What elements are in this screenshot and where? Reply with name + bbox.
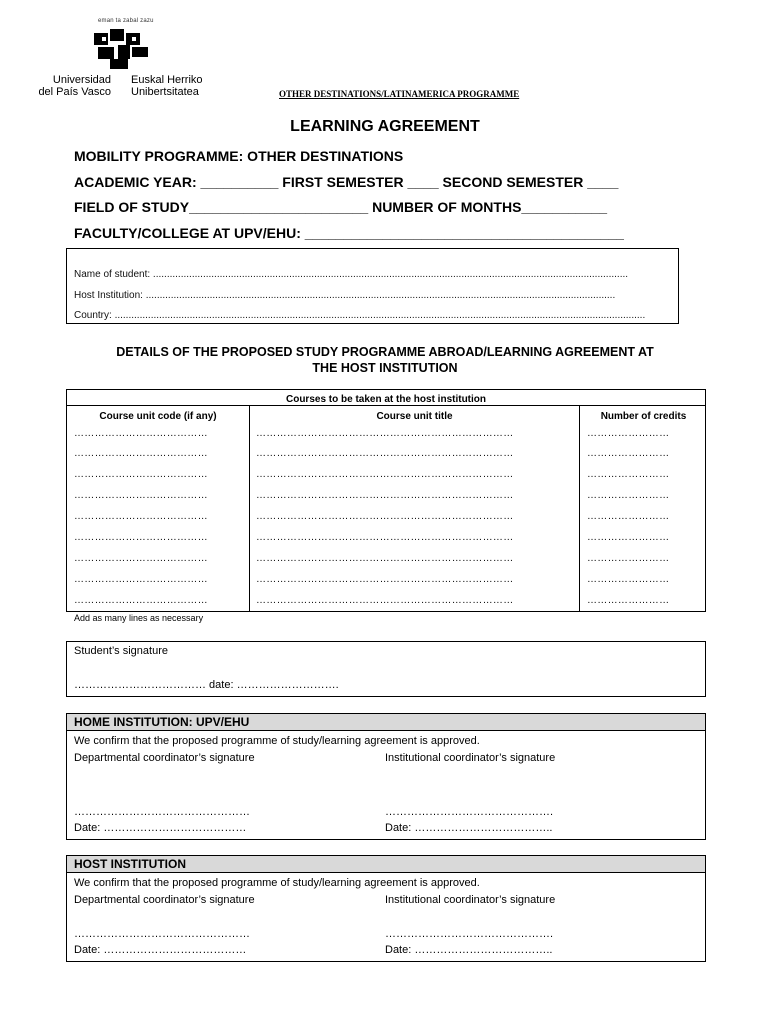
host-departmental-label: Departmental coordinator’s signature: [74, 894, 255, 906]
course-title-field[interactable]: …………………………………………………………………: [256, 469, 514, 480]
home-departmental-date[interactable]: Date: …………………………………: [74, 822, 247, 834]
logo-tagline: eman ta zabal zazu: [98, 18, 154, 24]
courses-table: [66, 389, 706, 612]
course-code-field[interactable]: …………………………………: [74, 448, 208, 459]
course-credits-field[interactable]: ……………………: [587, 595, 670, 606]
course-credits-field[interactable]: ……………………: [587, 574, 670, 585]
academic-year-line[interactable]: ACADEMIC YEAR: __________ FIRST SEMESTER ____ SECOND SEMESTER ____: [74, 174, 619, 190]
logo-name-spanish: Universidad del País Vasco: [38, 74, 111, 98]
courses-table-title: Courses to be taken at the host institution: [285, 394, 486, 405]
home-institutional-label: Institutional coordinator’s signature: [385, 752, 556, 764]
page-title: LEARNING AGREEMENT: [290, 118, 480, 135]
host-institution-header: HOST INSTITUTION: [67, 856, 705, 873]
course-title-field[interactable]: …………………………………………………………………: [256, 428, 514, 439]
home-institutional-signature-line[interactable]: ……………………………………….: [385, 806, 554, 818]
host-institutional-label: Institutional coordinator’s signature: [385, 894, 556, 906]
course-credits-field[interactable]: ……………………: [587, 532, 670, 543]
course-credits-field[interactable]: ……………………: [587, 553, 670, 564]
mobility-programme-line: MOBILITY PROGRAMME: OTHER DESTINATIONS: [74, 148, 404, 164]
logo-name-basque: Euskal Herriko Unibertsitatea: [131, 74, 203, 98]
course-code-field[interactable]: …………………………………: [74, 428, 208, 439]
host-institutional-date[interactable]: Date: ………………………………..: [385, 944, 553, 956]
course-title-field[interactable]: …………………………………………………………………: [256, 553, 514, 564]
course-code-field[interactable]: …………………………………: [74, 574, 208, 585]
name-of-student-field[interactable]: Name of student: ...........................................................................................................................................................................: [74, 269, 629, 280]
home-departmental-label: Departmental coordinator’s signature: [74, 752, 255, 764]
column-divider: [579, 405, 580, 611]
faculty-line[interactable]: FACULTY/COLLEGE AT UPV/EHU: _________________________________________: [74, 225, 624, 241]
column-divider: [249, 405, 250, 611]
course-code-field[interactable]: …………………………………: [74, 490, 208, 501]
host-departmental-date[interactable]: Date: …………………………………: [74, 944, 247, 956]
home-institution-header: HOME INSTITUTION: UPV/EHU: [67, 714, 705, 731]
col-header-code: Course unit code (if any): [99, 411, 217, 422]
host-institution-field[interactable]: Host Institution: .........................................................................................................................................................................: [74, 290, 616, 301]
course-title-field[interactable]: …………………………………………………………………: [256, 574, 514, 585]
course-title-field[interactable]: …………………………………………………………………: [256, 490, 514, 501]
home-confirm-text: We confirm that the proposed programme of study/learning agreement is approved.: [74, 735, 480, 747]
course-credits-field[interactable]: ……………………: [587, 448, 670, 459]
course-credits-field[interactable]: ……………………: [587, 469, 670, 480]
home-institution-box: [66, 713, 706, 840]
host-departmental-signature-line[interactable]: …………………………………………: [74, 928, 250, 940]
course-title-field[interactable]: …………………………………………………………………: [256, 595, 514, 606]
field-of-study-line[interactable]: FIELD OF STUDY_______________________ NUMBER OF MONTHS___________: [74, 199, 608, 215]
course-title-field[interactable]: …………………………………………………………………: [256, 448, 514, 459]
student-info-box: [66, 248, 679, 324]
home-departmental-signature-line[interactable]: …………………………………………: [74, 806, 250, 818]
country-field[interactable]: Country: ...............................................................................................................................................................................................: [74, 310, 646, 321]
course-credits-field[interactable]: ……………………: [587, 428, 670, 439]
home-institutional-date[interactable]: Date: ………………………………..: [385, 822, 553, 834]
course-title-field[interactable]: …………………………………………………………………: [256, 511, 514, 522]
student-signature-box: [66, 641, 706, 697]
col-header-credits: Number of credits: [600, 411, 687, 422]
course-code-field[interactable]: …………………………………: [74, 595, 208, 606]
host-institutional-signature-line[interactable]: ……………………………………….: [385, 928, 554, 940]
courses-divider: [67, 405, 705, 406]
add-lines-note: Add as many lines as necessary: [74, 613, 204, 623]
course-code-field[interactable]: …………………………………: [74, 511, 208, 522]
student-signature-line[interactable]: ……………………………… date: ……………………….: [74, 679, 339, 691]
course-title-field[interactable]: …………………………………………………………………: [256, 532, 514, 543]
student-signature-label: Student’s signature: [74, 645, 168, 657]
course-credits-field[interactable]: ……………………: [587, 490, 670, 501]
course-code-field[interactable]: …………………………………: [74, 553, 208, 564]
col-header-title: Course unit title: [376, 411, 453, 422]
host-confirm-text: We confirm that the proposed programme of study/learning agreement is approved.: [74, 877, 480, 889]
host-institution-box: [66, 855, 706, 962]
details-title: DETAILS OF THE PROPOSED STUDY PROGRAMME ABROAD/LEARNING AGREEMENT AT THE HOST INSTITUTION: [116, 345, 654, 375]
course-code-field[interactable]: …………………………………: [74, 469, 208, 480]
course-code-field[interactable]: …………………………………: [74, 532, 208, 543]
course-credits-field[interactable]: ……………………: [587, 511, 670, 522]
program-header: OTHER DESTINATIONS/LATINAMERICA PROGRAMME: [279, 89, 520, 99]
university-logo-icon: [92, 27, 152, 71]
